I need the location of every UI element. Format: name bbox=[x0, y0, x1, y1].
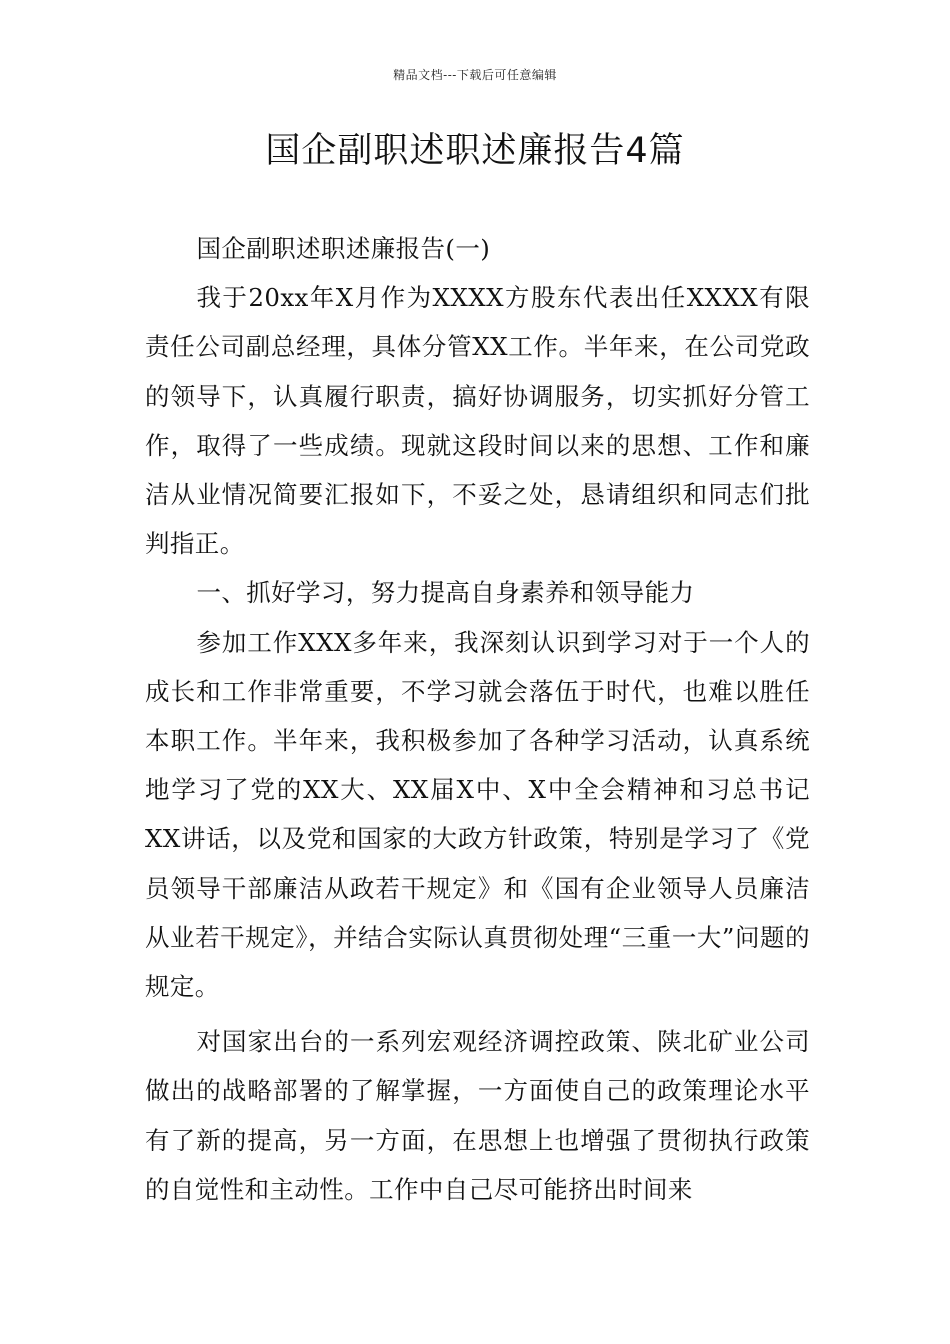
paragraph: 参加工作XXX多年来，我深刻认识到学习对于一个人的成长和工作非常重要，不学习就会落伍于时代，也难以胜任本职工作。半年来，我积极参加了各种学习活动，认真系统地学习了党的XX大、XX届X中、X中全会精神和习总书记XX讲话，以及党和国家的大政方针政策，特别是学习了《党员领导干部廉洁从政若干规定》和《国有企业领导人员廉洁从业若干规定》，并结合实际认真贯彻处理“三重一大”问题的规定。 bbox=[145, 627, 810, 1002]
section-heading: 一、抓好学习，努力提高自身素养和领导能力 bbox=[196, 578, 695, 608]
paragraph: 我于20xx年X月作为XXXX方股东代表出任XXXX有限责任公司副总经理，具体分管XX工作。半年来，在公司党政的领导下，认真履行职责，搞好协调服务，切实抓好分管工作，取得了一些成绩。现就这段时间以来的思想、工作和廉洁从业情况简要汇报如下，不妥之处，恳请组织和同志们批判指正。 bbox=[145, 283, 810, 559]
document-title: 国企副职述职述廉报告4篇 bbox=[265, 131, 685, 171]
paragraph: 对国家出台的一系列宏观经济调控政策、陕北矿业公司做出的战略部署的了解掌握，一方面使自己的政策理论水平有了新的提高，另一方面，在思想上也增强了贯彻执行政策的自觉性和主动性。工作中自己尽可能挤出时间来 bbox=[145, 1027, 810, 1204]
section-heading: 国企副职述职述廉报告(一) bbox=[196, 234, 491, 263]
document-body bbox=[145, 224, 810, 1214]
header-note: 精品文档---下载后可任意编辑 bbox=[393, 68, 557, 82]
